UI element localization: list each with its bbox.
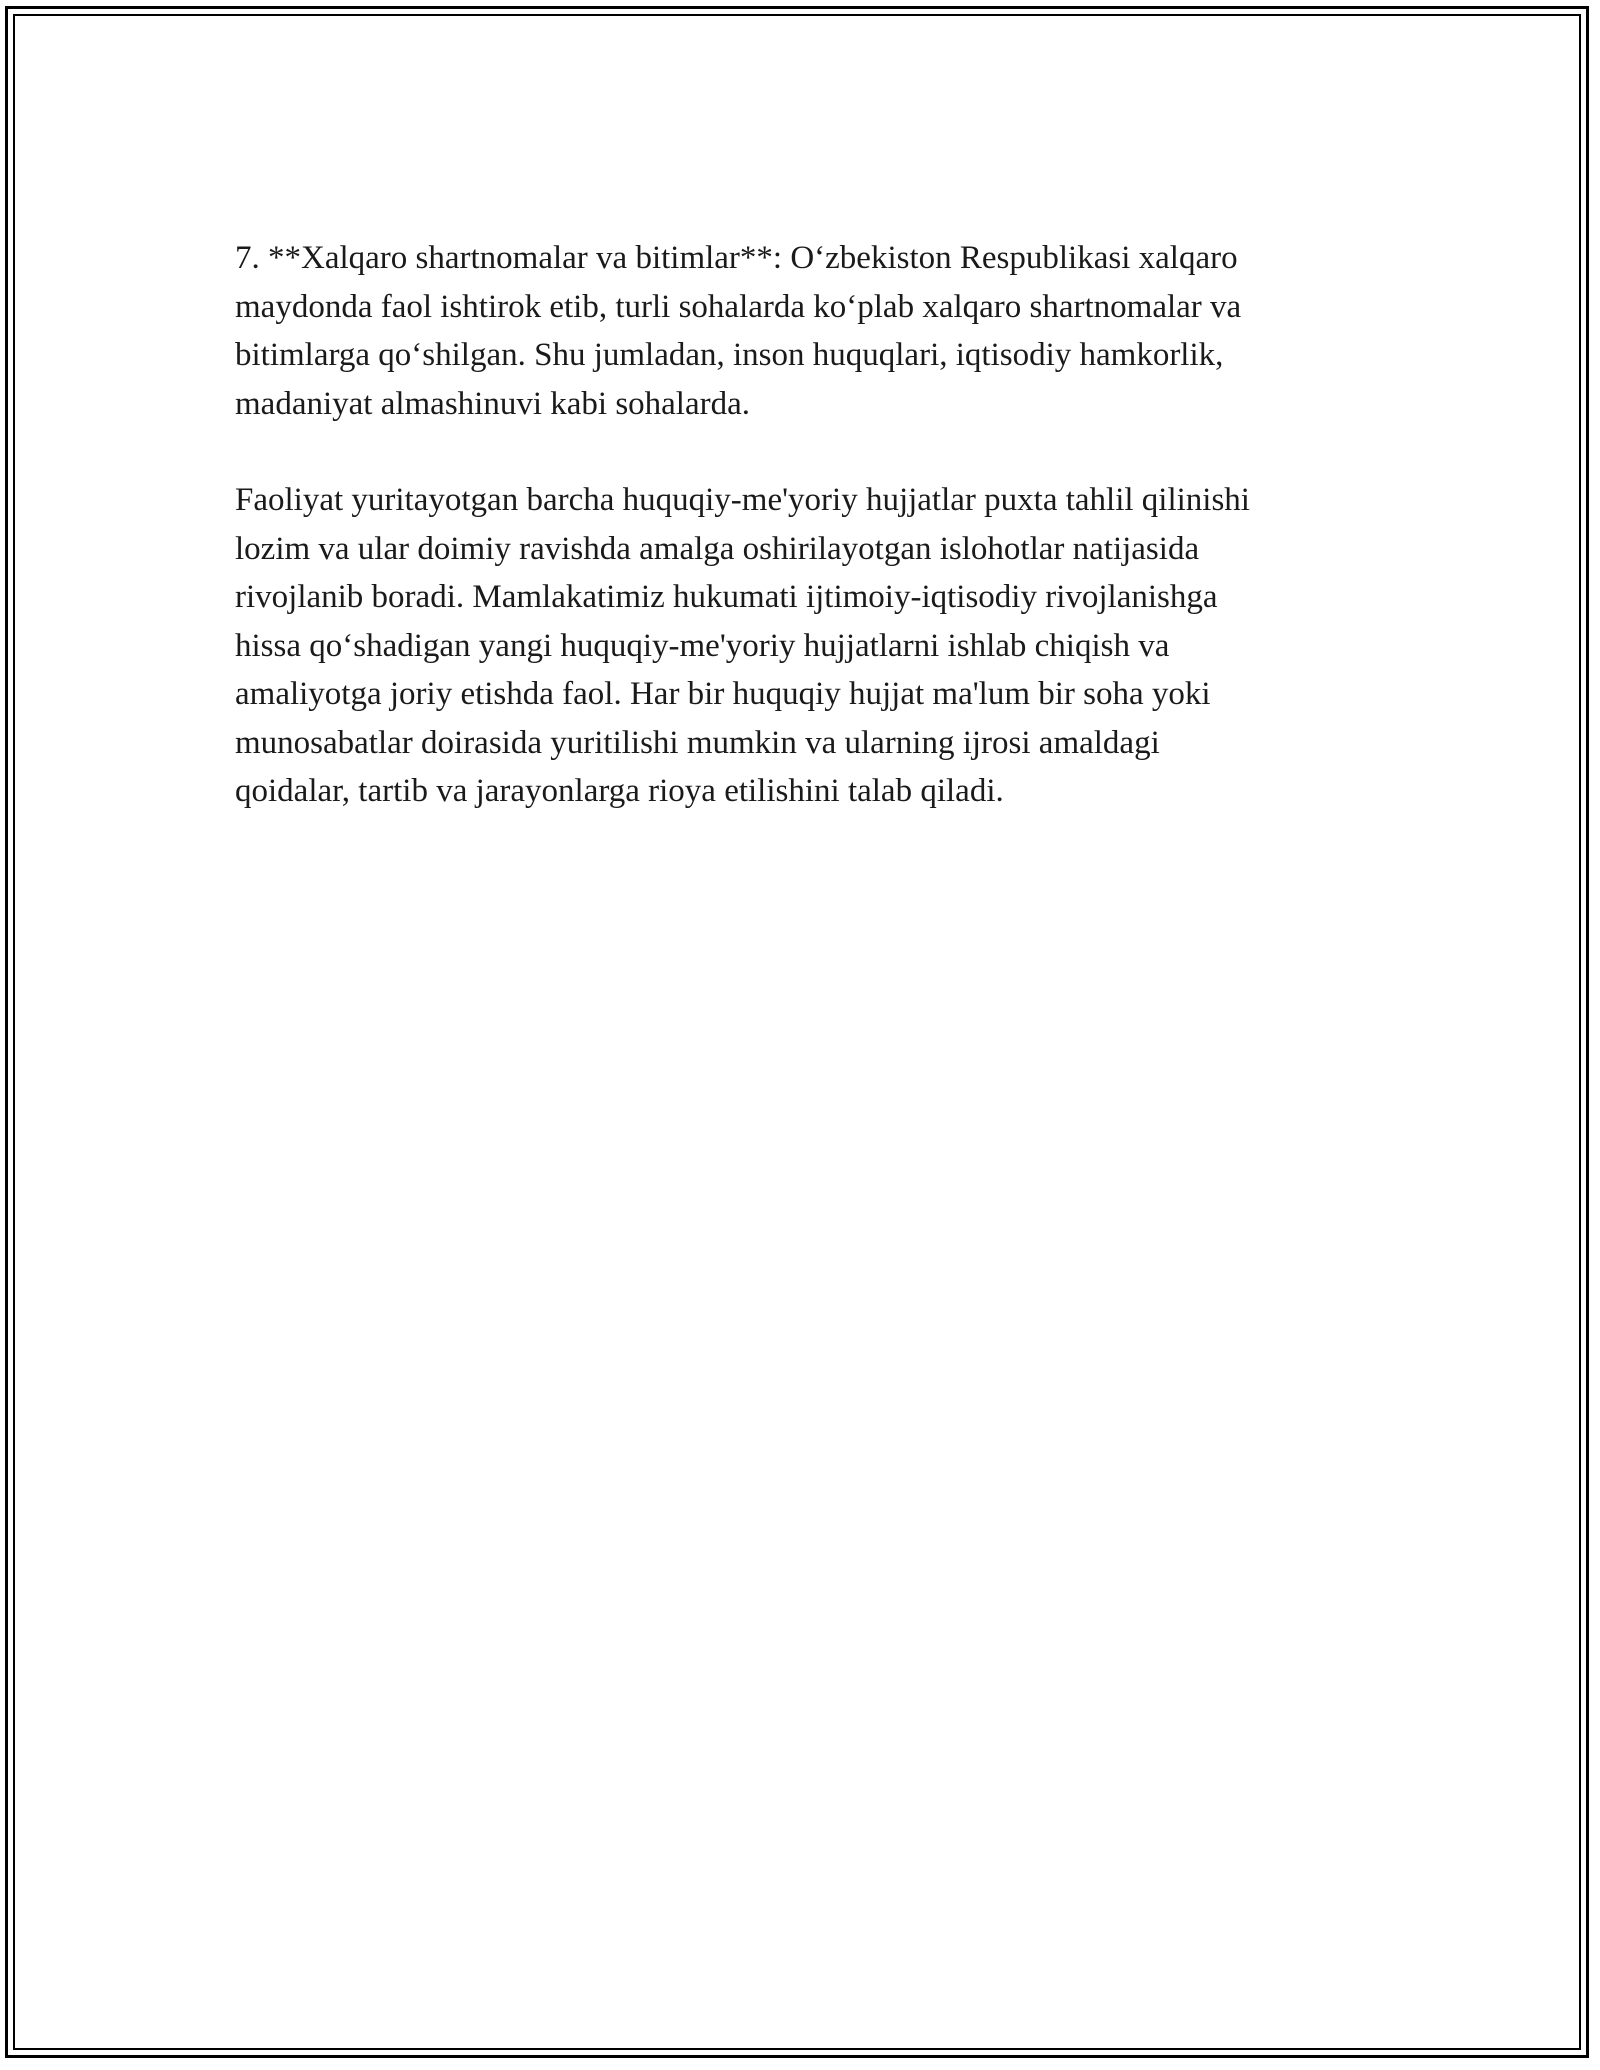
text-line: lozim va ular doimiy ravishda amalga oshirilayotgan islohotlar natijasida bbox=[235, 530, 1200, 567]
text-line: hissa qo‘shadigan yangi huquqiy-me'yoriy hujjatlarni ishlab chiqish va bbox=[235, 627, 1170, 664]
paragraph-legal-documents bbox=[235, 476, 1375, 816]
text-line: Faoliyat yuritayotgan barcha huquqiy-me'yoriy hujjatlar puxta tahlil qilinishi bbox=[235, 482, 1250, 518]
text-line: amaliyotga joriy etishda faol. Har bir huquqiy hujjat ma'lum bir soha yoki bbox=[235, 676, 1211, 712]
text-line: munosabatlar doirasida yuritilishi mumkin va ularning ijrosi amaldagi bbox=[235, 724, 1160, 761]
document-body bbox=[235, 234, 1375, 864]
text-line: maydonda faol ishtirok etib, turli sohalarda ko‘plab xalqaro shartnomalar va bbox=[235, 288, 1242, 325]
text-line: rivojlanib boradi. Mamlakatimiz hukumati ijtimoiy-iqtisodiy rivojlanishga bbox=[235, 579, 1218, 615]
text-line: qoidalar, tartib va jarayonlarga rioya etilishini talab qiladi. bbox=[235, 773, 1004, 809]
text-line: 7. **Xalqaro shartnomalar va bitimlar**: O‘zbekiston Respublikasi xalqaro bbox=[235, 240, 1238, 276]
text-line: bitimlarga qo‘shilgan. Shu jumladan, inson huquqlari, iqtisodiy hamkorlik, bbox=[235, 337, 1224, 373]
paragraph-treaties bbox=[235, 234, 1375, 428]
text-line: madaniyat almashinuvi kabi sohalarda. bbox=[235, 385, 751, 422]
